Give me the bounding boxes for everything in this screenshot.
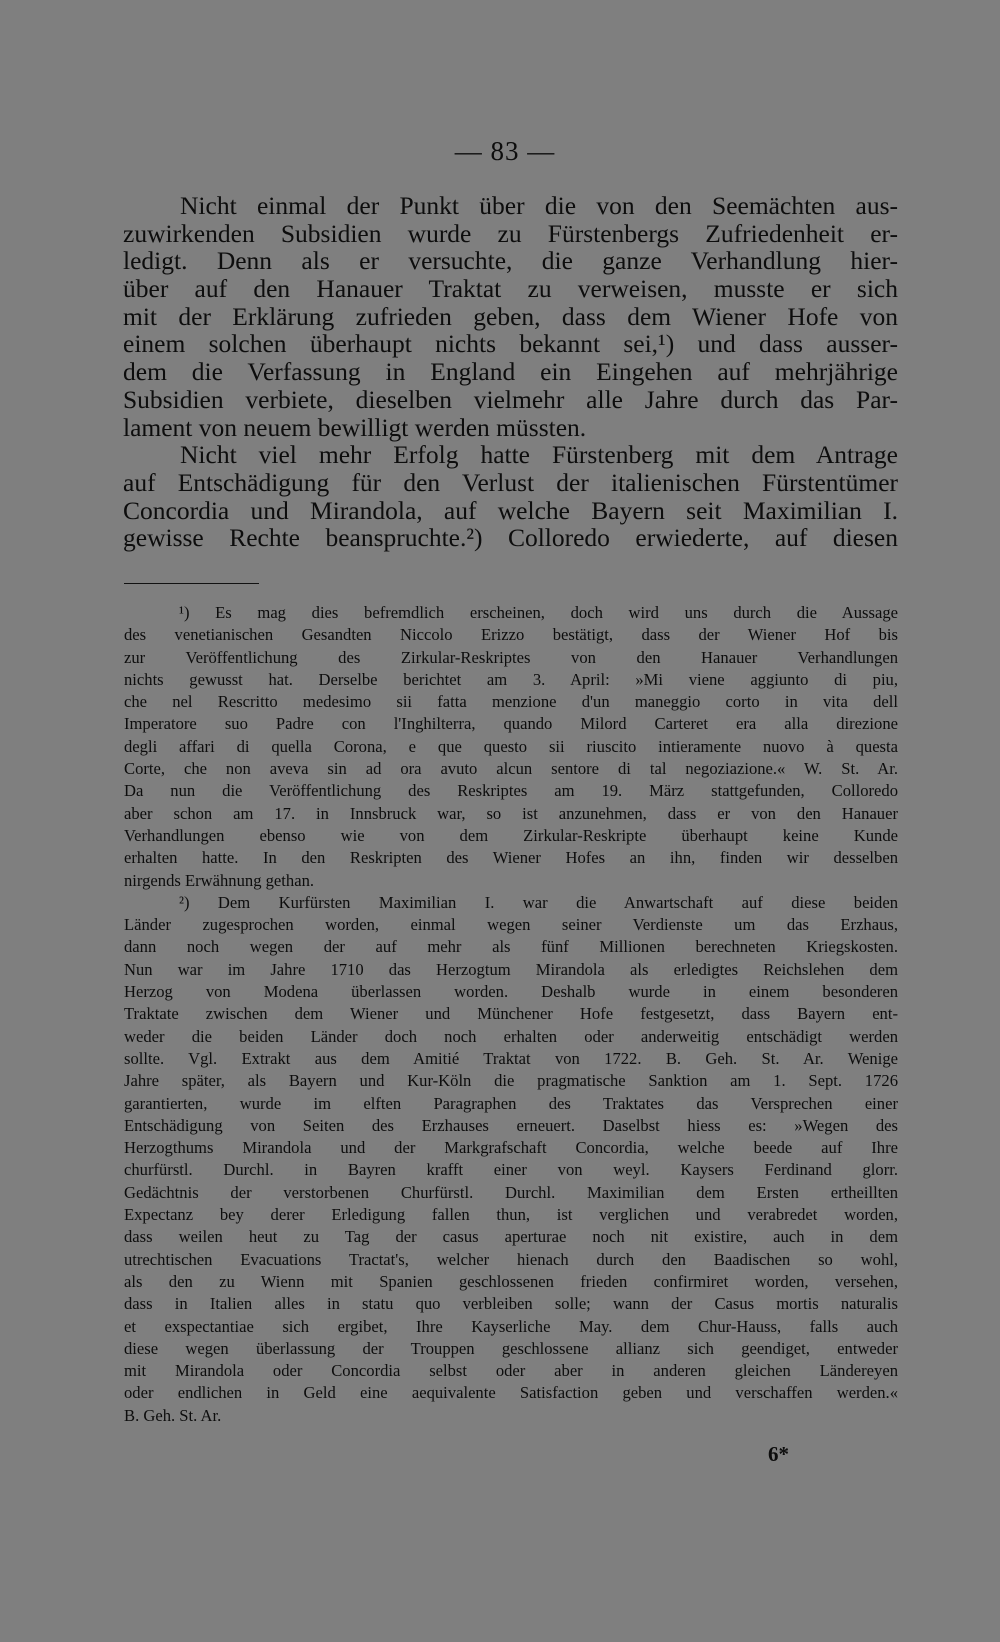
page-number: — 83 — xyxy=(454,136,556,166)
footnote-line: weder die beiden Länder doch noch erhalten oder anderweitig entschädigt werden xyxy=(124,1026,898,1046)
footnote-line: Gedächtnis der verstorbenen Churfürstl. Durchl. Maximilian dem Ersten ertheillten xyxy=(124,1182,898,1202)
body-text-line: gewisse Rechte beanspruchte.²) Colloredo erwiederte, auf diesen xyxy=(123,523,898,553)
body-text-line: Concordia und Mirandola, auf welche Bayern seit Maximilian I. xyxy=(123,495,898,525)
footnote-line: mit Mirandola oder Concordia selbst oder aber in anderen gleichen Ländereyen xyxy=(124,1361,898,1381)
body-text-line: dem die Verfassung in England ein Eingehen auf mehrjährige xyxy=(123,357,898,387)
footnote-line: Corte, che non aveva sin ad ora avuto alcun sentore di tal negoziazione.« W. St. Ar. xyxy=(124,759,898,779)
footnote-line: garantierten, wurde im elften Paragraphen des Traktates das Versprechen einer xyxy=(124,1093,898,1113)
footnote-line: Imperatore suo Padre con l'Inghilterra, quando Milord Carteret era alla direzione xyxy=(124,714,898,734)
footnote-line: zur Veröffentlichung des Zirkular-Reskriptes von den Hanauer Verhandlungen xyxy=(124,647,898,667)
footnote-line: Da nun die Veröffentlichung des Reskriptes am 19. März stattgefunden, Colloredo xyxy=(124,781,898,801)
footnote-line: dass weilen heut zu Tag der casus aperturae noch nit existire, auch in dem xyxy=(124,1227,898,1247)
signature-mark: 6* xyxy=(768,1442,789,1466)
body-text-line: Nicht einmal der Punkt über die von den Seemächten aus- xyxy=(180,191,898,220)
footnote-line: Nun war im Jahre 1710 das Herzogtum Mirandola als erledigtes Reichslehen dem xyxy=(124,959,898,979)
body-text-line: Nicht viel mehr Erfolg hatte Fürstenberg mit dem Antrage xyxy=(180,440,898,470)
body-text-line: auf Entschädigung für den Verlust der italienischen Fürstentümer xyxy=(123,467,898,497)
body-text-line: über auf den Hanauer Traktat zu verweisen, musste er sich xyxy=(123,274,898,304)
body-text-line: Subsidien verbiete, dieselben vielmehr alle Jahre durch das Par- xyxy=(123,384,898,414)
main-text xyxy=(123,192,898,552)
footnotes xyxy=(124,602,898,1427)
footnote-line: Verhandlungen ebenso wie von dem Zirkular-Reskripte überhaupt keine Kunde xyxy=(124,825,898,845)
footnote-rule xyxy=(124,583,259,584)
footnote-line: oder endlichen in Geld eine aequivalente Satisfaction geben und verschaffen werden.« xyxy=(124,1383,898,1403)
footnote-line: nichts gewusst hat. Derselbe berichtet am 3. April: »Mi viene aggiunto di piu, xyxy=(124,669,898,689)
footnote-line: Länder zugesprochen worden, einmal wegen seiner Verdienste um das Erzhaus, xyxy=(124,915,898,935)
footnote-line: che nel Rescritto medesimo sii fatta menzione d'un maneggio corto in vita dell xyxy=(124,692,898,712)
footnote-line: erhalten hatte. In den Reskripten des Wiener Hofes an ihn, finden wir desselben xyxy=(124,848,898,868)
footnote-line: Traktate zwischen dem Wiener und Münchener Hofe festgesetzt, dass Bayern ent- xyxy=(124,1004,898,1024)
footnote-line: nirgends Erwähnung gethan. xyxy=(124,870,315,890)
footnote-line: dann noch wegen der auf mehr als fünf Millionen berechneten Kriegskosten. xyxy=(124,937,898,957)
body-text-line: mit der Erklärung zufrieden geben, dass dem Wiener Hofe von xyxy=(123,301,898,331)
footnote-line: et exspectantiae sich ergibet, Ihre Kayserliche May. dem Chur-Hauss, falls auch xyxy=(124,1316,898,1336)
footnote-line: Herzogthums Mirandola und der Markgrafschaft Concordia, welche beede auf Ihre xyxy=(124,1138,898,1158)
footnote-line: Expectanz bey derer Erledigung fallen thun, ist verglichen und verabredet worden, xyxy=(124,1205,898,1225)
footnote-line: aber schon am 17. in Innsbruck war, so ist anzunehmen, dass er von den Hanauer xyxy=(124,803,898,823)
footnote-line: churfürstl. Durchl. in Bayren krafft einer von weyl. Kaysers Ferdinand glorr. xyxy=(124,1160,898,1180)
footnote-line: ¹) Es mag dies befremdlich erscheinen, doch wird uns durch die Aussage xyxy=(179,603,898,622)
footnote-line: sollte. Vgl. Extrakt aus dem Amitié Traktat von 1722. B. Geh. St. Ar. Wenige xyxy=(124,1048,898,1068)
footnote-line: ²) Dem Kurfürsten Maximilian I. war die Anwartschaft auf diese beiden xyxy=(179,892,898,912)
body-text-line: zuwirkenden Subsidien wurde zu Fürstenbergs Zufriedenheit er- xyxy=(123,218,898,248)
footnote-line: als den zu Wienn mit Spanien geschlossenen frieden confirmiret worden, versehen, xyxy=(124,1271,898,1291)
footnote-line: degli affari di quella Corona, e que questo sii riuscito intieramente nuovo à questa xyxy=(124,736,898,756)
body-text-line: einem solchen überhaupt nichts bekannt sei,¹) und dass ausser- xyxy=(123,329,898,359)
footnote-line: diese wegen überlassung der Trouppen geschlossene allianz sich geendiget, entweder xyxy=(124,1338,898,1358)
footnote-line: dass in Italien alles in statu quo verbleiben solle; wann der Casus mortis naturalis xyxy=(124,1294,898,1314)
body-text-line: ledigt. Denn als er versuchte, die ganze Verhandlung hier- xyxy=(123,246,898,276)
footnote-line: des venetianischen Gesandten Niccolo Erizzo bestätigt, dass der Wiener Hof bis xyxy=(124,625,898,645)
footnote-line: B. Geh. St. Ar. xyxy=(124,1405,222,1425)
body-text-line: lament von neuem bewilligt werden müssten. xyxy=(123,412,587,442)
footnote-line: utrechtischen Evacuations Tractat's, welcher hienach durch den Baadischen so wohl, xyxy=(124,1249,898,1269)
footnote-line: Entschädigung von Seiten des Erzhauses erneuert. Daselbst hiess es: »Wegen des xyxy=(124,1115,898,1135)
footnote-line: Jahre später, als Bayern und Kur-Köln die pragmatische Sanktion am 1. Sept. 1726 xyxy=(124,1071,898,1091)
footnote-line: Herzog von Modena überlassen worden. Deshalb wurde in einem besonderen xyxy=(124,982,898,1002)
